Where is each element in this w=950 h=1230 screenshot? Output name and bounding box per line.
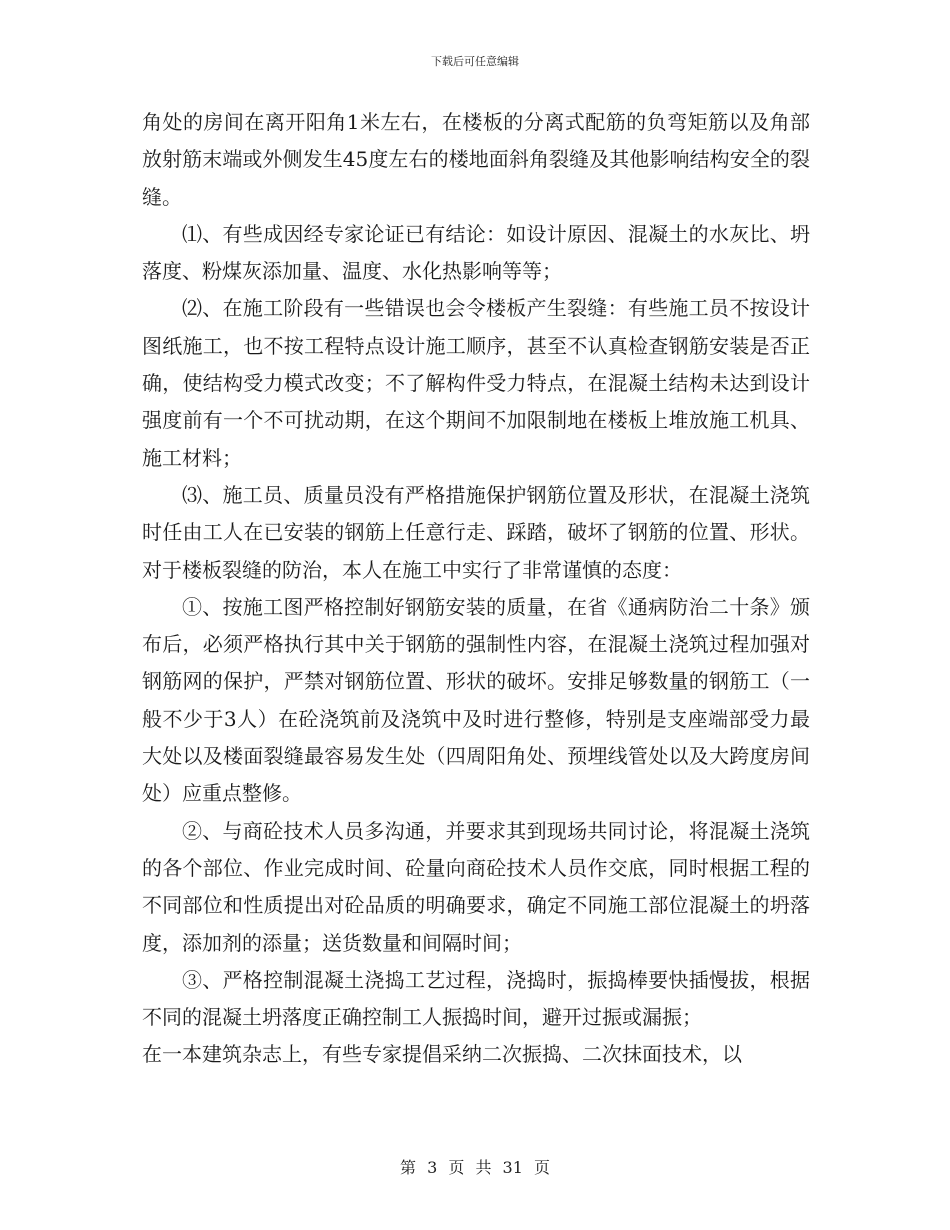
page-footer: 第 3 页 共 31 页 — [400, 1158, 550, 1177]
paragraph-6: ②、与商砼技术人员多沟通，并要求其到现场共同讨论，将混凝土浇筑的各个部位、作业完成时间、砼量向商砼技术人员作交底，同时根据工程的不同部位和性质提出对砼品质的明确要求，确定不同施工部位混凝土的坍落度，添加剂的添量；送货数量和间隔时间； — [142, 818, 810, 955]
paragraph-8: 在一本建筑杂志上，有些专家提倡采纳二次振捣、二次抹面技术，以 — [142, 1042, 742, 1067]
paragraph-5: ①、按施工图严格控制好钢筋安装的质量，在省《通病防治二十条》颁布后，必须严格执行其中关于钢筋的强制性内容，在混凝土浇筑过程加强对钢筋网的保护，严禁对钢筋位置、形状的破坏。安排足够数量的钢筋工（一般不少于3人）在砼浇筑前及浇筑中及时进行整修，特别是支座端部受力最大处以及楼面裂缝最容易发生处（四周阳角处、预埋线管处以及大跨度房间处）应重点整修。 — [142, 594, 810, 806]
paragraph-4: ⑶、施工员、质量员没有严格措施保护钢筋位置及形状，在混凝土浇筑时任由工人在已安装的钢筋上任意行走、踩踏，破坏了钢筋的位置、形状。对于楼板裂缝的防治，本人在施工中实行了非常谨慎的态度： — [142, 482, 810, 582]
paragraph-3: ⑵、在施工阶段有一些错误也会令楼板产生裂缝：有些施工员不按设计图纸施工，也不按工程特点设计施工顺序，甚至不认真检查钢筋安装是否正确，使结构受力模式改变；不了解构件受力特点，在混凝土结构未达到设计强度前有一个不可扰动期，在这个期间不加限制地在楼板上堆放施工机具、施工材料； — [142, 296, 810, 470]
paragraph-1: 角处的房间在离开阳角1米左右，在楼板的分离式配筋的负弯矩筋以及角部放射筋末端或外侧发生45度左右的楼地面斜角裂缝及其他影响结构安全的裂缝。 — [142, 110, 810, 209]
page-header: 下载后可任意编辑 — [431, 55, 519, 68]
document-body — [142, 104, 810, 1074]
paragraph-7: ③、严格控制混凝土浇捣工艺过程，浇捣时，振捣棒要快插慢拔，根据不同的混凝土坍落度正确控制工人振捣时间，避开过振或漏振； — [142, 967, 810, 1030]
paragraph-2: ⑴、有些成因经专家论证已有结论：如设计原因、混凝土的水灰比、坍落度、粉煤灰添加量、温度、水化热影响等等； — [142, 221, 810, 284]
